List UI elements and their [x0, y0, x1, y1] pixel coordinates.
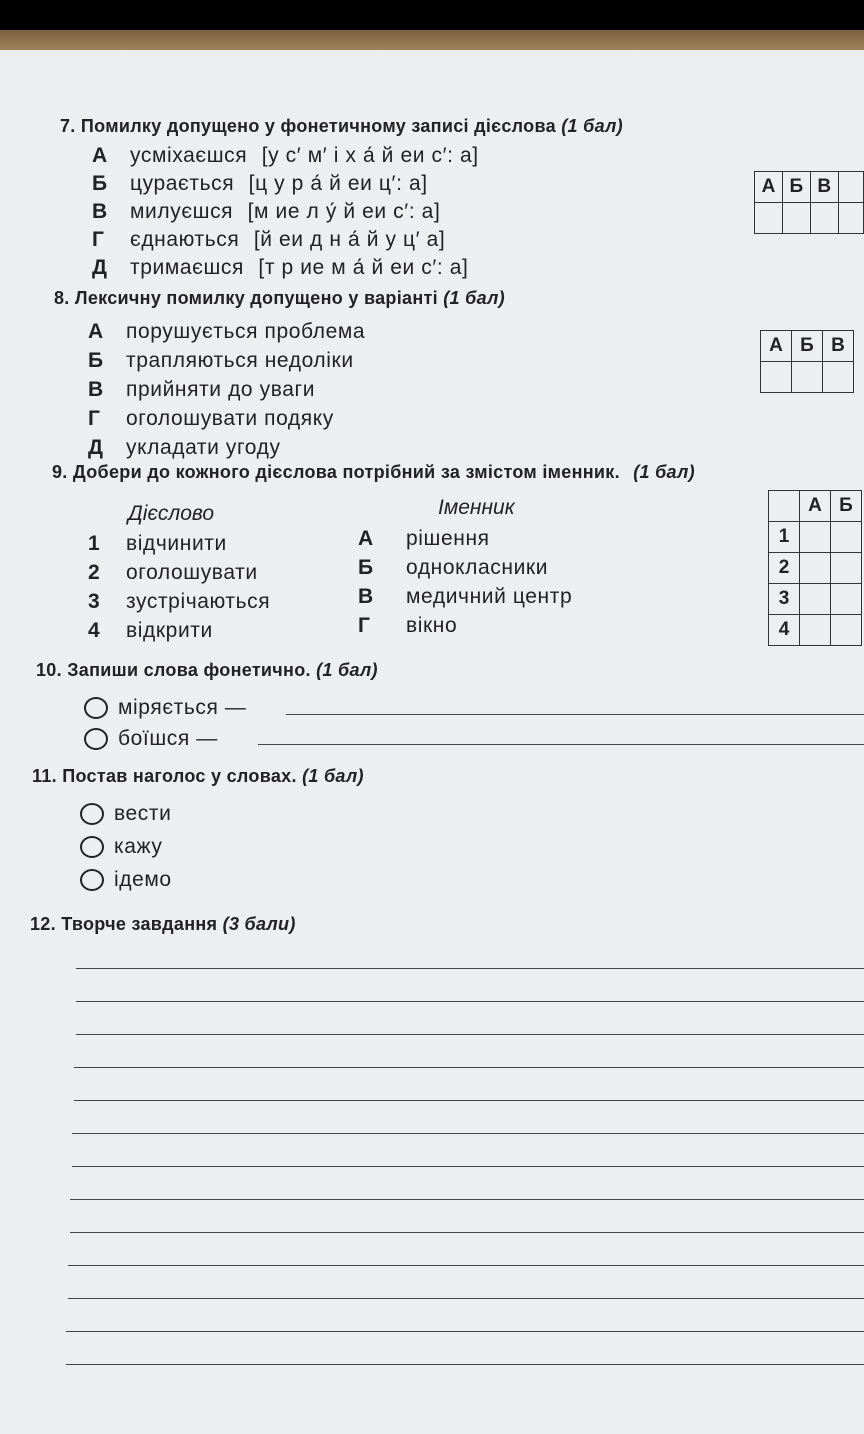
circle-bullet-icon: [80, 836, 104, 858]
writing-line[interactable]: [70, 1199, 864, 1200]
option-text: порушується проблема: [126, 320, 366, 343]
grid-header-cut: [838, 172, 863, 203]
answer-cell[interactable]: [755, 203, 783, 234]
item-text: міряється —: [118, 696, 247, 719]
verb-text: відчинити: [126, 532, 227, 555]
q7-option-d: [92, 256, 468, 280]
grid-header-a: А: [800, 491, 831, 522]
q7-title: [60, 116, 623, 137]
q7-option-b: [92, 172, 428, 196]
option-word: цурається: [130, 172, 235, 195]
option-letter: Г: [92, 228, 105, 251]
verb-number: 4: [88, 619, 101, 642]
option-transcription: [у с′ м′ і х а́ й еи с′: а]: [261, 144, 479, 167]
grid-row-4: 4: [769, 615, 800, 646]
option-letter: Б: [88, 349, 104, 372]
q7-option-h: [92, 228, 445, 252]
q9-verb-4: [88, 619, 213, 643]
q8-points: (1 бал): [443, 288, 505, 308]
answer-cell[interactable]: [831, 584, 862, 615]
q12-title-text: 12. Творче завдання: [30, 914, 218, 934]
answer-cell[interactable]: [800, 522, 831, 553]
grid-header-b: Б: [831, 491, 862, 522]
writing-line[interactable]: [66, 1331, 864, 1332]
option-word: милуєшся: [130, 200, 234, 223]
worksheet-page: [0, 50, 864, 1434]
q7-option-a: [92, 144, 479, 168]
writing-line[interactable]: [68, 1265, 864, 1266]
option-letter: В: [92, 200, 108, 223]
q8-option-d: [88, 436, 281, 460]
writing-line[interactable]: [66, 1364, 864, 1365]
answer-line[interactable]: [286, 714, 864, 715]
option-transcription: [й еи д н а́ й у ц′ а]: [253, 228, 446, 251]
grid-header-b: Б: [792, 331, 823, 362]
option-text: укладати угоду: [126, 436, 281, 459]
noun-text: рішення: [406, 527, 490, 550]
q8-title-text: 8. Лексичну помилку допущено у варіанті: [54, 288, 438, 308]
noun-letter: Г: [358, 614, 371, 637]
grid-header-a: А: [761, 331, 792, 362]
q8-option-v: [88, 378, 315, 402]
q10-title: [36, 660, 378, 681]
verb-text: оголошувати: [126, 561, 258, 584]
q8-option-b: [88, 349, 354, 373]
item-text: ідемо: [114, 868, 172, 891]
q7-title-text: 7. Помилку допущено у фонетичному записі дієслова: [60, 116, 556, 136]
answer-cell[interactable]: [800, 553, 831, 584]
option-letter: А: [88, 320, 104, 343]
writing-line[interactable]: [74, 1067, 864, 1068]
option-letter: А: [92, 144, 108, 167]
q9-noun-a: [358, 527, 490, 551]
grid-header-b: Б: [782, 172, 810, 203]
option-word: усміхаєшся: [130, 144, 248, 167]
q9-title: [52, 462, 695, 483]
q9-noun-h: [358, 614, 457, 638]
q10-title-text: 10. Запиши слова фонетично.: [36, 660, 311, 680]
q9-verb-column-header: Дієслово: [128, 502, 215, 525]
answer-cell[interactable]: [831, 522, 862, 553]
q11-item-3: [80, 868, 172, 892]
q7-answer-grid: [754, 171, 864, 234]
grid-header-v: В: [823, 331, 854, 362]
noun-text: однокласники: [406, 556, 549, 579]
grid-row-2: 2: [769, 553, 800, 584]
option-text: прийняти до уваги: [126, 378, 316, 401]
q9-verb-3: [88, 590, 270, 614]
option-letter: В: [88, 378, 104, 401]
q11-item-2: [80, 835, 163, 859]
answer-cell[interactable]: [831, 615, 862, 646]
answer-cell[interactable]: [761, 362, 792, 393]
q10-item-1: [84, 696, 247, 720]
q10-points: (1 бал): [316, 660, 378, 680]
answer-cell[interactable]: [831, 553, 862, 584]
q9-noun-column-header: Іменник: [438, 496, 515, 519]
option-transcription: [т р ие м а́ й еи с′: а]: [258, 256, 469, 279]
q7-option-v: [92, 200, 440, 224]
q8-option-a: [88, 320, 365, 344]
q9-title-text: 9. Добери до кожного дієслова потрібний за змістом іменник.: [52, 462, 620, 482]
q9-answer-grid: [768, 490, 862, 646]
option-letter: Д: [88, 436, 104, 459]
q9-verb-2: [88, 561, 258, 585]
writing-line[interactable]: [76, 1034, 864, 1035]
noun-letter: А: [358, 527, 374, 550]
answer-cell[interactable]: [800, 615, 831, 646]
option-letter: Д: [92, 256, 108, 279]
writing-line[interactable]: [72, 1166, 864, 1167]
q9-noun-v: [358, 585, 572, 609]
q10-item-2: [84, 727, 218, 751]
writing-line[interactable]: [72, 1133, 864, 1134]
writing-line[interactable]: [76, 968, 864, 969]
noun-text: медичний центр: [406, 585, 573, 608]
verb-text: відкрити: [126, 619, 213, 642]
q7-points: (1 бал): [561, 116, 623, 136]
item-text: вести: [114, 802, 172, 825]
grid-row-1: 1: [769, 522, 800, 553]
option-text: трапляються недоліки: [126, 349, 354, 372]
q11-title-text: 11. Постав наголос у словах.: [32, 766, 297, 786]
grid-corner: [769, 491, 800, 522]
verb-number: 3: [88, 590, 101, 613]
writing-line[interactable]: [70, 1232, 864, 1233]
option-text: оголошувати подяку: [126, 407, 334, 430]
verb-number: 1: [88, 532, 101, 555]
answer-cell[interactable]: [810, 203, 838, 234]
option-transcription: [м ие л у́ й еи с′: а]: [247, 200, 441, 223]
noun-letter: Б: [358, 556, 374, 579]
q12-title: [30, 914, 296, 935]
q8-answer-grid: [760, 330, 854, 393]
circle-bullet-icon: [84, 697, 108, 719]
noun-text: вікно: [406, 614, 458, 637]
circle-bullet-icon: [80, 869, 104, 891]
photo-dark-border: [0, 0, 864, 34]
q9-verb-1: [88, 532, 227, 556]
writing-line[interactable]: [76, 1001, 864, 1002]
q11-points: (1 бал): [302, 766, 364, 786]
answer-cell[interactable]: [800, 584, 831, 615]
answer-cell[interactable]: [792, 362, 823, 393]
answer-cell[interactable]: [782, 203, 810, 234]
q12-points: (3 бали): [222, 914, 296, 934]
circle-bullet-icon: [84, 728, 108, 750]
q11-title: [32, 766, 364, 787]
q11-item-1: [80, 802, 171, 826]
item-text: боїшся —: [118, 727, 218, 750]
noun-letter: В: [358, 585, 374, 608]
item-text: кажу: [114, 835, 163, 858]
writing-line[interactable]: [74, 1100, 864, 1101]
verb-number: 2: [88, 561, 101, 584]
option-word: тримаєшся: [130, 256, 244, 279]
q8-option-h: [88, 407, 334, 431]
option-letter: Б: [92, 172, 108, 195]
option-letter: Г: [88, 407, 101, 430]
q8-title: [54, 288, 505, 309]
grid-row-3: 3: [769, 584, 800, 615]
q9-points: (1 бал): [633, 462, 695, 482]
verb-text: зустрічаються: [126, 590, 271, 613]
grid-header-v: В: [810, 172, 838, 203]
circle-bullet-icon: [80, 803, 104, 825]
option-transcription: [ц у р а́ й еи ц′: а]: [248, 172, 428, 195]
q9-noun-b: [358, 556, 548, 580]
option-word: єднаються: [130, 228, 240, 251]
answer-cell[interactable]: [838, 203, 863, 234]
writing-line[interactable]: [68, 1298, 864, 1299]
answer-line[interactable]: [258, 744, 864, 745]
grid-header-a: А: [755, 172, 783, 203]
answer-cell[interactable]: [823, 362, 854, 393]
